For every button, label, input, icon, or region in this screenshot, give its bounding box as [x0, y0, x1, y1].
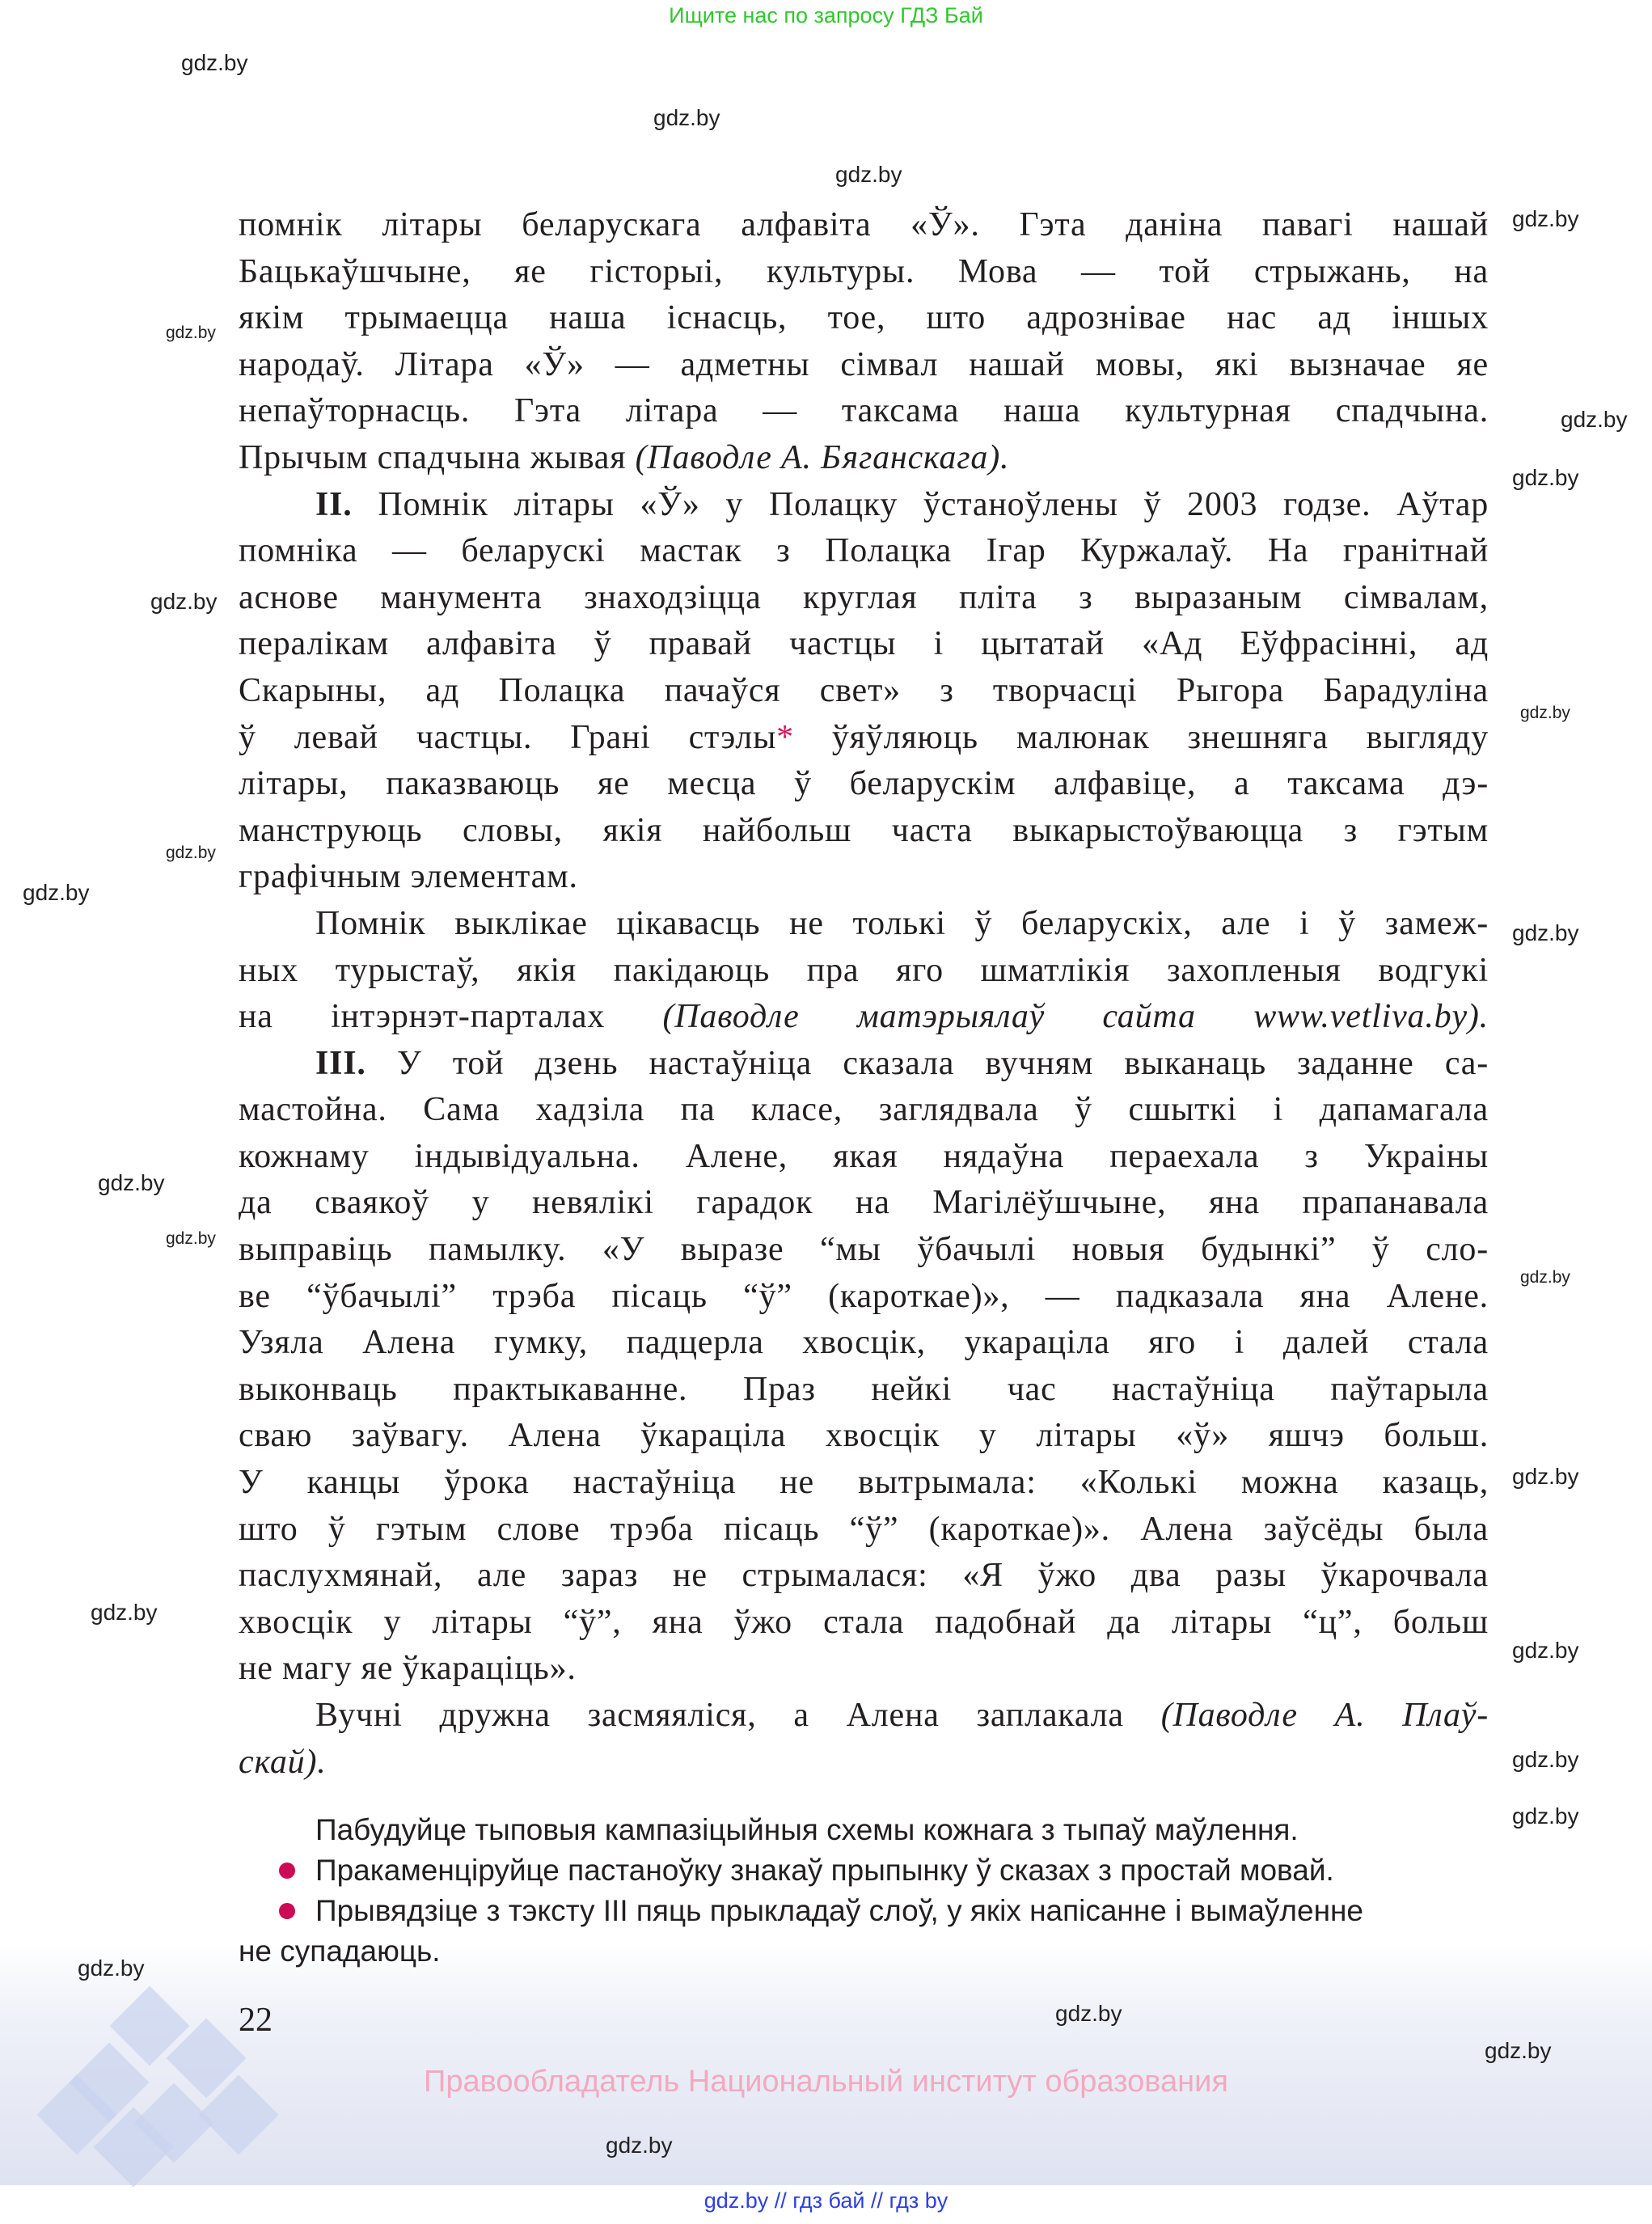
- text-segment: выконваць практыкаванне. Праз нейкі час настаўніца паўтарыла: [239, 1370, 1489, 1408]
- tasks-list: [239, 1810, 1489, 1972]
- text-segment: У той дзень настаўніца сказала вучням выканаць заданне са-: [365, 1044, 1489, 1082]
- page-number: 22: [239, 2002, 273, 2039]
- text-segment: ных турыстаў, якія пакідаюць пра яго шматлікія захопленыя водгукі: [239, 951, 1489, 989]
- text-segment: манструюць словы, якія найбольш часта выкарыстоўваюцца з гэтым: [239, 811, 1489, 849]
- task-item: [239, 1891, 1489, 1931]
- section-number: III.: [315, 1044, 366, 1082]
- text-line: [239, 994, 1489, 1041]
- watermark: gdz.by: [166, 844, 216, 862]
- text-line: [239, 1460, 1489, 1507]
- rights-holder-notice: Правообладатель Национальный институт образования: [424, 2065, 1228, 2099]
- text-segment: Скарыны, ад Полацка пачаўся свет» з творчасці Рыгора Барадуліна: [239, 671, 1489, 709]
- text-segment: Помнік літары «Ў» у Полацку ўстаноўлены ў 2003 годзе. Аўтар: [352, 485, 1489, 523]
- task-text: Пракаменціруйце пастаноўку знакаў прыпынку ў сказах з простай мовай.: [315, 1854, 1334, 1887]
- text-line: [239, 1507, 1489, 1554]
- text-line: [239, 761, 1489, 808]
- watermark: gdz.by: [166, 1229, 216, 1248]
- footnote-asterisk: *: [776, 718, 794, 756]
- text-segment: помніка — беларускі мастак з Полацка Ігар Куржалаў. На гранітнай: [239, 532, 1489, 570]
- text-line: [239, 1134, 1489, 1181]
- text-segment: народаў. Літара «Ў» — адметны сімвал нашай мовы, які вызначае яе: [239, 345, 1489, 383]
- text-segment: ў левай частцы. Грані стэлы: [239, 718, 777, 756]
- text-line: [239, 668, 1489, 715]
- watermark: gdz.by: [23, 880, 90, 905]
- watermark: gdz.by: [181, 50, 248, 75]
- text-line: [239, 948, 1489, 995]
- text-segment: Узяла Алена гумку, падцерла хвосцік, укараціла яго і далей стала: [239, 1324, 1489, 1362]
- text-line: [239, 1693, 1489, 1740]
- watermark: gdz.by: [78, 1956, 145, 1981]
- watermark: gdz.by: [1512, 920, 1579, 945]
- text-segment: пералікам алфавіта ў правай частцы і цытатай «Ад Еўфрасінні, ад: [239, 625, 1489, 663]
- task-text: Прывядзіце з тэксту III пяць прыкладаў слоў, у якіх напісанне і вымаўленне: [315, 1894, 1364, 1927]
- watermark: gdz.by: [91, 1600, 158, 1625]
- text-line: [239, 1087, 1489, 1134]
- text-line: [239, 202, 1489, 249]
- watermark: gdz.by: [1055, 2001, 1122, 2026]
- task-item: [239, 1810, 1489, 1850]
- text-line: [239, 1041, 1489, 1088]
- text-segment: помнік літары беларускага алфавіта «Ў». Гэта даніна павагі нашай: [239, 206, 1489, 243]
- text-segment: аснове манумента знаходзіцца круглая пліта з выразаным сімвалам,: [239, 578, 1489, 616]
- watermark: gdz.by: [1520, 704, 1570, 722]
- text-segment: непаўторнасць. Гэта літара — таксама наша культурная спадчына.: [239, 392, 1489, 430]
- text-segment: ўяўляюць малюнак знешняга выгляду: [793, 718, 1489, 756]
- body-text: [239, 202, 1489, 1786]
- text-segment: выправіць памылку. «У выразе “мы ўбачылі новыя будынкі” ў сло-: [239, 1231, 1489, 1269]
- text-line: [239, 435, 1489, 482]
- source-citation: скай).: [239, 1743, 327, 1781]
- bullet-icon: [279, 1903, 295, 1919]
- text-line: [239, 1740, 1489, 1786]
- bullet-icon: [279, 1862, 295, 1879]
- text-line: [239, 621, 1489, 668]
- text-segment: паслухмянай, але зараз не стрымалася: «Я ўжо два разы ўкарочвала: [239, 1557, 1489, 1595]
- text-segment: Бацькаўшчыне, яе гісторыі, культуры. Мова — той стрыжань, на: [239, 252, 1489, 290]
- text-line: [239, 1320, 1489, 1367]
- watermark: gdz.by: [166, 323, 216, 342]
- text-line: [239, 1600, 1489, 1647]
- text-line: [239, 249, 1489, 296]
- text-line: [239, 1413, 1489, 1460]
- text-segment: хвосцік у літары “ў”, яна ўжо стала падобнай да літары “ц”, больш: [239, 1603, 1489, 1641]
- watermark: gdz.by: [606, 2133, 673, 2158]
- text-line: [239, 528, 1489, 575]
- watermark: gdz.by: [1512, 1803, 1579, 1829]
- text-segment: да сваякоў у невялікі гарадок на Магілёўшчыне, яна прапанавала: [239, 1184, 1489, 1222]
- text-segment: кожнаму індывідуальна. Алене, якая нядаўна пераехала з Украіны: [239, 1137, 1489, 1175]
- text-segment: Помнік выклікае цікавасць не толькі ў беларускіх, але і ў замеж-: [315, 904, 1489, 942]
- task-item: [239, 1850, 1489, 1891]
- watermark: gdz.by: [1485, 2038, 1552, 2063]
- text-segment: У канцы ўрока настаўніца не вытрымала: «Колькі можна казаць,: [239, 1464, 1489, 1502]
- source-citation: (Паводле А. Бяганскага).: [635, 438, 1010, 476]
- text-line: [239, 1180, 1489, 1227]
- watermark: gdz.by: [653, 105, 720, 130]
- task-item: [239, 1931, 1489, 1972]
- text-line: [239, 342, 1489, 389]
- watermark: gdz.by: [98, 1170, 165, 1195]
- text-segment: Прычым спадчына жывая: [239, 438, 636, 476]
- task-text: не супадаюць.: [239, 1934, 441, 1968]
- section-number: II.: [315, 485, 353, 523]
- watermark: gdz.by: [1512, 1638, 1579, 1663]
- text-segment: на інтэрнэт-парталах: [239, 998, 663, 1036]
- text-line: [239, 854, 1489, 901]
- watermark: gdz.by: [1512, 465, 1579, 490]
- text-line: [239, 901, 1489, 948]
- text-segment: літары, паказваюць яе месца ў беларускім алфавіце, а таксама дэ-: [239, 765, 1489, 803]
- text-segment: мастойна. Сама хадзіла па класе, заглядвала ў сшыткі і дапамагала: [239, 1091, 1489, 1129]
- text-line: [239, 388, 1489, 435]
- text-line: [239, 1367, 1489, 1414]
- watermark: gdz.by: [1520, 1268, 1570, 1287]
- text-line: [239, 295, 1489, 342]
- source-citation: (Паводле матэрыялаў сайта www.vetliva.by).: [662, 998, 1489, 1036]
- text-line: [239, 1646, 1489, 1693]
- text-line: [239, 1553, 1489, 1600]
- watermark: gdz.by: [1512, 1747, 1579, 1772]
- watermark: gdz.by: [835, 162, 902, 187]
- watermark: gdz.by: [1512, 206, 1579, 231]
- text-segment: сваю заўвагу. Алена ўкараціла хвосцік у літары «ў» яшчэ больш.: [239, 1417, 1489, 1455]
- header-note: Ищите нас по запросу ГДЗ Бай: [669, 3, 983, 27]
- text-segment: не магу яе ўкараціць».: [239, 1650, 577, 1688]
- text-segment: ве “ўбачылі” трэба пісаць “ў” (кароткае)», — падказала яна Алене.: [239, 1277, 1489, 1315]
- watermark: gdz.by: [150, 589, 218, 614]
- footer-background: [0, 1941, 1652, 2185]
- source-citation: (Паводле А. Плаў-: [1160, 1697, 1489, 1734]
- text-line: [239, 1274, 1489, 1321]
- text-line: [239, 715, 1489, 762]
- text-segment: што ў гэтым слове трэба пісаць “ў” (кароткае)». Алена заўсёды была: [239, 1510, 1489, 1548]
- text-line: [239, 482, 1489, 529]
- text-segment: графічным элементам.: [239, 858, 578, 896]
- text-line: [239, 808, 1489, 855]
- text-segment: якім трымаецца наша існасць, тое, што адрознівае нас ад іншых: [239, 299, 1489, 337]
- watermark: gdz.by: [1561, 407, 1628, 432]
- text-segment: Вучні дружна засмяяліся, а Алена заплакала: [315, 1697, 1161, 1734]
- footer-note: gdz.by // гдз бай // гдз by: [703, 2188, 949, 2213]
- text-line: [239, 575, 1489, 622]
- task-text: Пабудуйце тыповыя кампазіцыйныя схемы кожнага з тыпаў маўлення.: [315, 1813, 1299, 1846]
- text-line: [239, 1227, 1489, 1274]
- watermark: gdz.by: [1512, 1464, 1579, 1489]
